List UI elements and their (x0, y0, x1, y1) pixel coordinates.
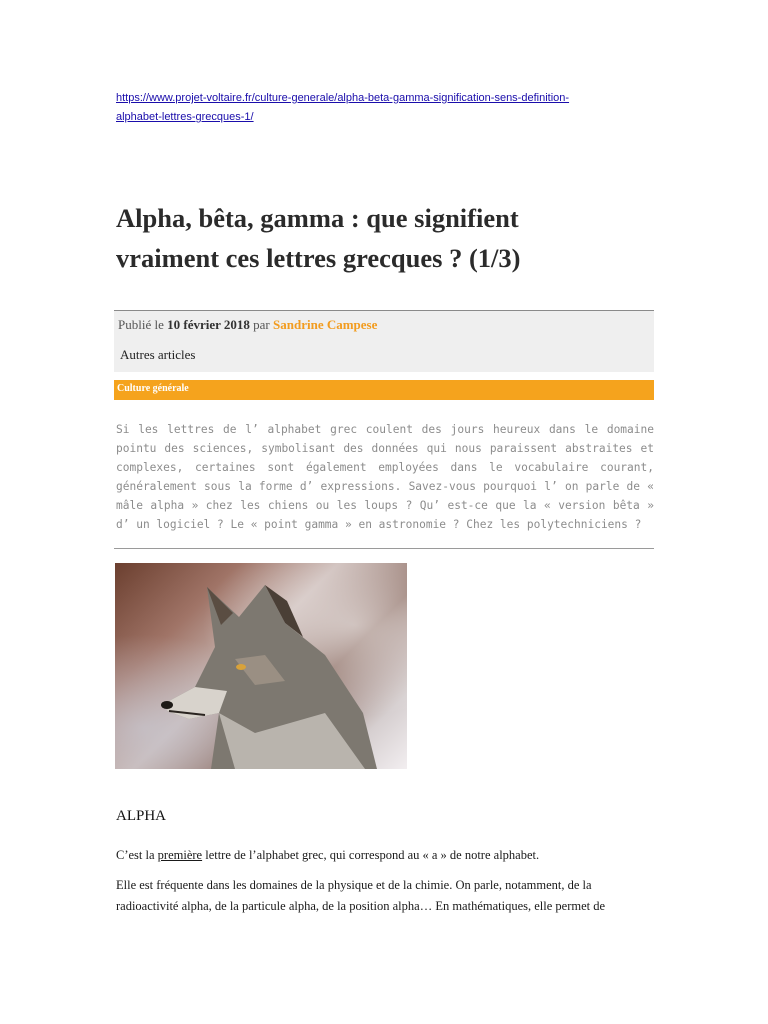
alpha-paragraph-1 (116, 845, 650, 866)
article-intro: Si les lettres de l’ alphabet grec coulent des jours heureux dans le domaine pointu des sciences, symbolisant des données qui nous paraissent abstraites et complexes, certaines sont également employées dans le vocabulaire courant, généralement sous la forme d’ expressions. Savez-vous pourquoi l’ on parle de « mâle alpha » chez les chiens ou les loups ? Qu’ est-ce que la « version bêta » d’ un logiciel ? Le « point gamma » en astronomie ? Chez les polytechniciens ? (116, 423, 654, 531)
other-articles-link[interactable]: Autres articles (120, 347, 196, 362)
source-link-line1[interactable]: https://www.projet-voltaire.fr/culture-generale/alpha-beta-gamma-signification-sens-definition- (116, 92, 570, 104)
wolf-image (115, 563, 407, 769)
article-meta-box (114, 310, 654, 372)
alpha-p1-end: lettre de l’alphabet grec, qui correspond au « a » de notre alphabet. (202, 848, 540, 862)
alpha-paragraph-2: Elle est fréquente dans les domaines de la physique et de la chimie. On parle, notamment, de la radioactivité alpha, de la particule alpha, de la position alpha… En mathématiques, elle permet de (116, 878, 606, 913)
section-heading-alpha: ALPHA (116, 808, 167, 824)
wolf-nose (161, 701, 173, 709)
category-label[interactable]: Culture générale (117, 383, 189, 394)
author-name[interactable]: Sandrine Campese (273, 317, 378, 332)
alpha-p1-start: C’est la (116, 848, 158, 862)
divider (114, 548, 654, 549)
source-link[interactable] (116, 89, 656, 127)
publication-date: 10 février 2018 (167, 317, 250, 332)
article-title-line1: Alpha, bêta, gamma : que signifient (116, 203, 519, 233)
wolf-eye (236, 664, 246, 670)
article-title-line2: vraiment ces lettres grecques ? (1/3) (116, 243, 521, 273)
source-link-line2[interactable]: alphabet-lettres-grecques-1/ (116, 111, 254, 123)
alpha-p1-underlined: première (157, 848, 203, 862)
wolf-illustration (115, 563, 407, 769)
by-label: par (253, 317, 270, 332)
publication-line (118, 317, 377, 333)
article-title (116, 198, 676, 278)
published-prefix: Publié le (118, 317, 164, 332)
category-bar[interactable] (114, 380, 654, 400)
